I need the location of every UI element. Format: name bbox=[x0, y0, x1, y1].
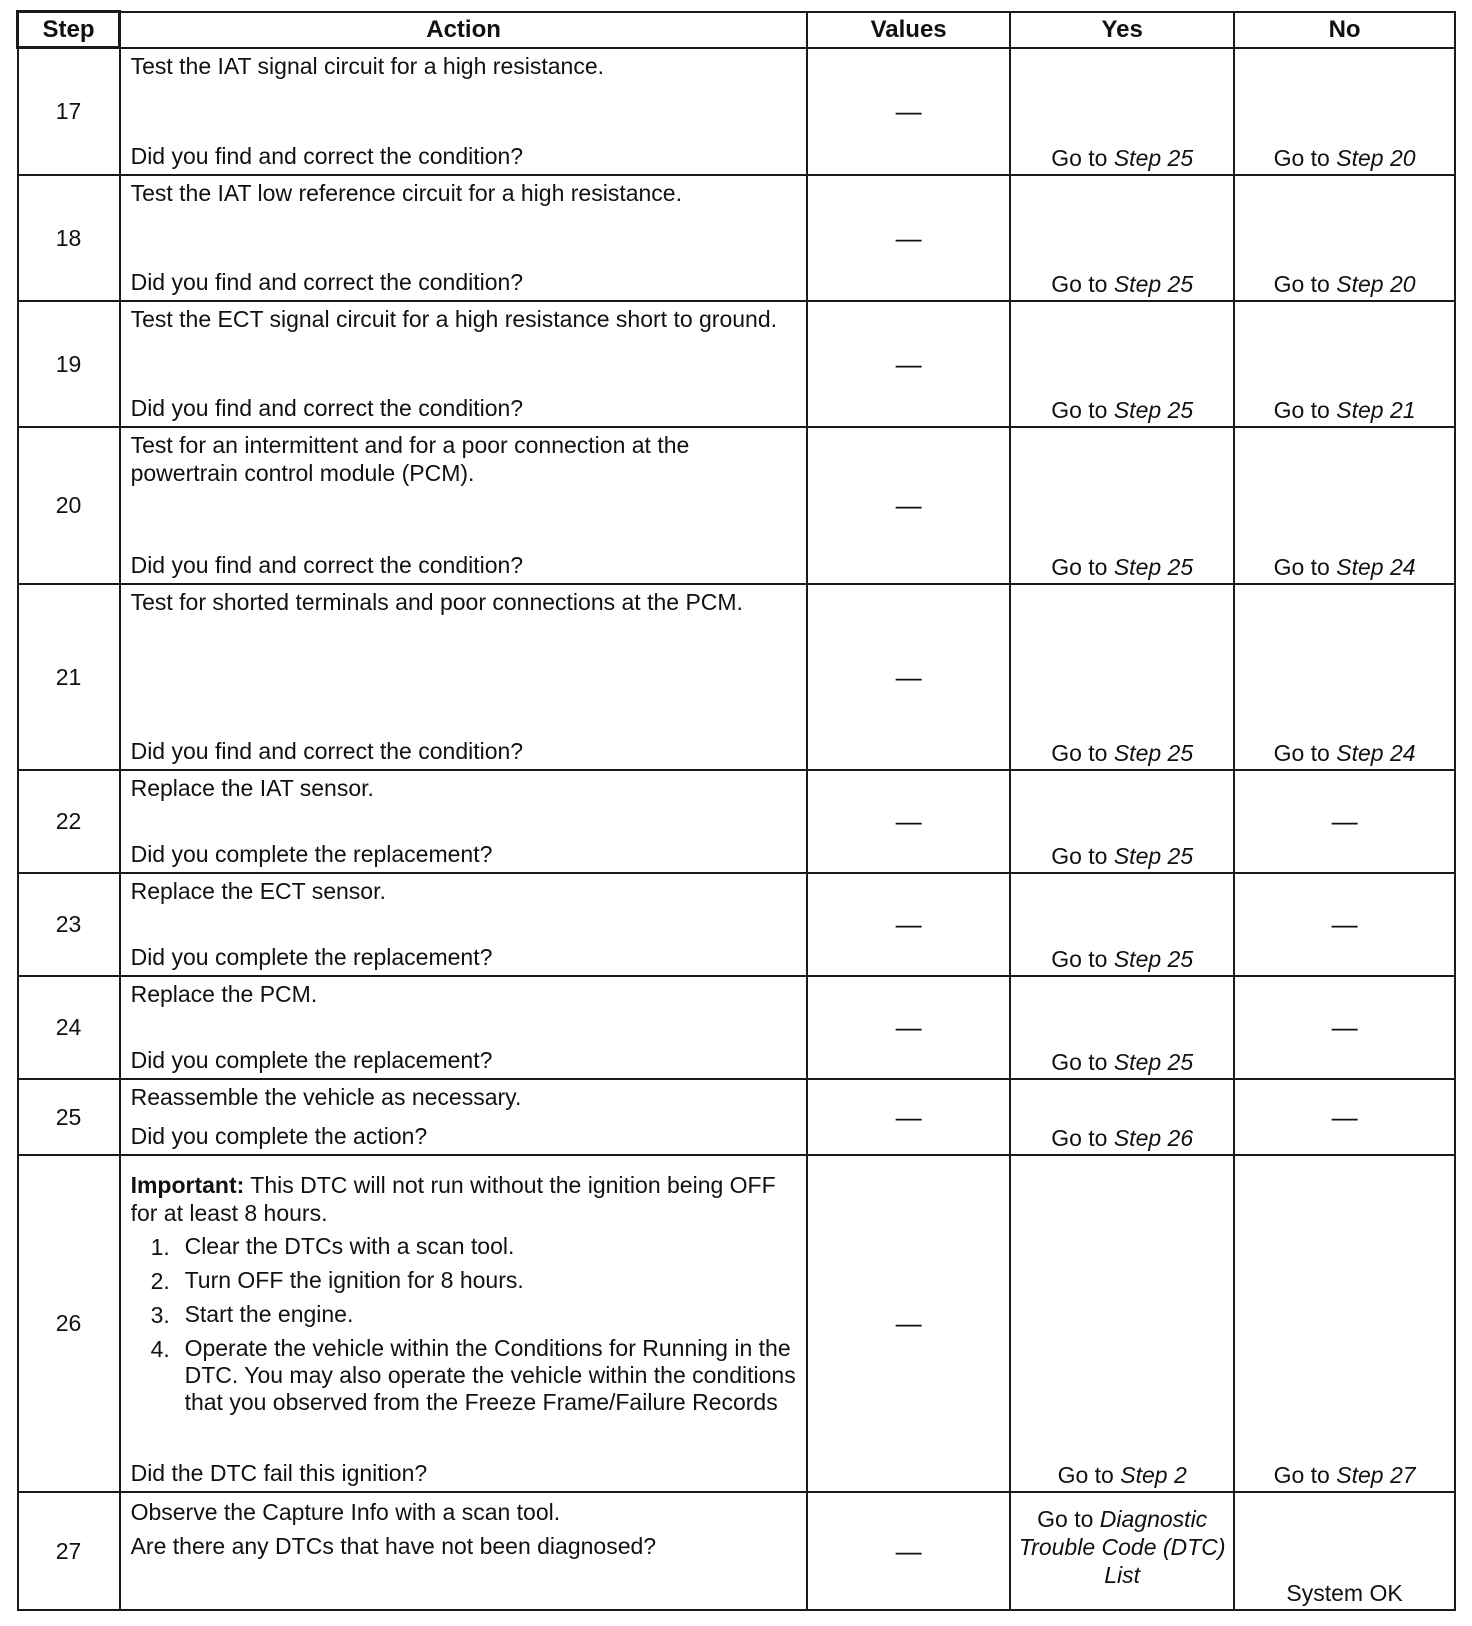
no-cell bbox=[1234, 427, 1455, 584]
goto-label: Go to bbox=[1273, 1461, 1330, 1488]
step-number: 26 bbox=[18, 1155, 120, 1492]
action-cell bbox=[120, 1492, 808, 1610]
table-row bbox=[18, 1492, 1456, 1610]
no-step-link[interactable]: Step 20 bbox=[1336, 144, 1416, 171]
list-item bbox=[151, 1301, 797, 1329]
goto-label: Go to bbox=[1037, 1505, 1094, 1532]
table-row bbox=[18, 584, 1456, 770]
goto-label: Go to bbox=[1051, 553, 1108, 580]
no-cell bbox=[1234, 48, 1455, 175]
goto-label: Go to bbox=[1051, 945, 1108, 972]
value-cell: — bbox=[807, 1079, 1010, 1155]
step-number: 17 bbox=[18, 48, 120, 175]
substep-number: 1. bbox=[150, 1233, 170, 1260]
action-text: Test the ECT signal circuit for a high resistance short to ground. bbox=[130, 305, 778, 332]
yes-step-link[interactable]: Step 25 bbox=[1113, 1048, 1194, 1075]
goto-label: Go to bbox=[1051, 396, 1108, 423]
yes-step-link[interactable]: Step 25 bbox=[1113, 270, 1194, 297]
no-cell: System OK bbox=[1234, 1492, 1455, 1610]
no-cell: — bbox=[1234, 873, 1455, 976]
action-cell bbox=[120, 584, 808, 770]
no-cell: — bbox=[1234, 976, 1455, 1079]
action-question: Did you find and correct the condition? bbox=[130, 737, 524, 764]
goto-label: Go to bbox=[1273, 553, 1330, 580]
goto-label: Go to bbox=[1051, 739, 1108, 766]
no-step-link[interactable]: Step 27 bbox=[1336, 1461, 1416, 1488]
value-cell: — bbox=[807, 301, 1010, 427]
header-no: No bbox=[1234, 12, 1455, 48]
yes-cell bbox=[1010, 175, 1234, 301]
goto-label: Go to bbox=[1273, 270, 1330, 297]
yes-step-link[interactable]: Step 25 bbox=[1113, 739, 1194, 766]
step-number: 24 bbox=[18, 976, 120, 1079]
action-text: Reassemble the vehicle as necessary. bbox=[130, 1083, 522, 1110]
step-number: 22 bbox=[18, 770, 120, 873]
important-text: This DTC will not run without the ignition being OFF for at least 8 hours. bbox=[130, 1171, 776, 1226]
diagnostic-table bbox=[16, 10, 1456, 1611]
step-number: 25 bbox=[18, 1079, 120, 1155]
table-row bbox=[18, 1079, 1456, 1155]
goto-label: Go to bbox=[1057, 1461, 1114, 1488]
value-cell: — bbox=[807, 1155, 1010, 1492]
no-cell bbox=[1234, 1155, 1455, 1492]
table-row bbox=[18, 427, 1456, 584]
important-note bbox=[131, 1171, 797, 1227]
value-cell: — bbox=[807, 770, 1010, 873]
table-row bbox=[18, 873, 1456, 976]
action-cell bbox=[120, 873, 808, 976]
goto-label: Go to bbox=[1051, 842, 1108, 869]
action-text: Replace the IAT sensor. bbox=[130, 774, 374, 801]
step-number: 19 bbox=[18, 301, 120, 427]
goto-label: Go to bbox=[1051, 1048, 1108, 1075]
no-cell: — bbox=[1234, 770, 1455, 873]
yes-cell bbox=[1010, 48, 1234, 175]
action-text: Test for shorted terminals and poor connections at the PCM. bbox=[130, 588, 743, 615]
step-number: 27 bbox=[18, 1492, 120, 1610]
action-question: Did you find and correct the condition? bbox=[130, 268, 524, 295]
goto-label: Go to bbox=[1273, 739, 1330, 766]
no-step-link[interactable]: Step 21 bbox=[1336, 396, 1416, 423]
action-text: Test for an intermittent and for a poor connection at the powertrain control module (PCM). bbox=[130, 431, 690, 486]
action-text: Test the IAT low reference circuit for a high resistance. bbox=[130, 179, 682, 206]
table-row bbox=[18, 976, 1456, 1079]
header-values: Values bbox=[807, 12, 1010, 48]
value-cell: — bbox=[807, 1492, 1010, 1610]
action-cell bbox=[120, 301, 808, 427]
substep-number: 3. bbox=[150, 1301, 170, 1328]
header-action: Action bbox=[120, 12, 808, 48]
table-row bbox=[18, 1155, 1456, 1492]
important-label: Important: bbox=[130, 1171, 245, 1198]
yes-cell bbox=[1010, 301, 1234, 427]
yes-cell bbox=[1010, 1079, 1234, 1155]
step-number: 23 bbox=[18, 873, 120, 976]
yes-cell bbox=[1010, 584, 1234, 770]
no-step-link[interactable]: Step 20 bbox=[1336, 270, 1416, 297]
substep-number: 2. bbox=[150, 1267, 170, 1294]
list-item bbox=[151, 1267, 797, 1295]
goto-label: Go to bbox=[1273, 396, 1330, 423]
action-question: Did you complete the action? bbox=[130, 1122, 428, 1149]
yes-cell bbox=[1010, 427, 1234, 584]
action-cell bbox=[120, 427, 808, 584]
table-row bbox=[18, 770, 1456, 873]
action-question: Did you find and correct the condition? bbox=[130, 551, 524, 578]
value-cell: — bbox=[807, 48, 1010, 175]
no-cell bbox=[1234, 301, 1455, 427]
yes-step-link[interactable]: Step 26 bbox=[1113, 1124, 1194, 1151]
action-question: Did you find and correct the condition? bbox=[130, 394, 524, 421]
header-yes: Yes bbox=[1010, 12, 1234, 48]
action-text: Observe the Capture Info with a scan tool. bbox=[130, 1498, 561, 1525]
value-cell: — bbox=[807, 427, 1010, 584]
action-question: Did you complete the replacement? bbox=[130, 943, 493, 970]
action-cell bbox=[120, 1155, 808, 1492]
action-text: Replace the ECT sensor. bbox=[130, 877, 386, 904]
action-question: Are there any DTCs that have not been diagnosed? bbox=[130, 1532, 657, 1559]
action-cell bbox=[120, 976, 808, 1079]
substep-list bbox=[131, 1233, 797, 1422]
no-step-link[interactable]: Step 24 bbox=[1336, 553, 1416, 580]
value-cell: — bbox=[807, 175, 1010, 301]
substep-number: 4. bbox=[150, 1335, 170, 1362]
value-cell: — bbox=[807, 584, 1010, 770]
substep-text: Turn OFF the ignition for 8 hours. bbox=[184, 1266, 524, 1293]
list-item bbox=[151, 1233, 797, 1261]
goto-label: Go to bbox=[1051, 144, 1108, 171]
table-row bbox=[18, 48, 1456, 175]
yes-step-link[interactable]: Step 2 bbox=[1120, 1461, 1187, 1488]
action-cell bbox=[120, 48, 808, 175]
no-cell bbox=[1234, 584, 1455, 770]
no-cell bbox=[1234, 175, 1455, 301]
action-cell bbox=[120, 175, 808, 301]
yes-cell bbox=[1010, 1155, 1234, 1492]
yes-cell bbox=[1010, 976, 1234, 1079]
action-question: Did you complete the replacement? bbox=[130, 1046, 493, 1073]
goto-label: Go to bbox=[1051, 1124, 1108, 1151]
action-text: Test the IAT signal circuit for a high resistance. bbox=[130, 52, 604, 79]
yes-cell bbox=[1010, 1492, 1234, 1610]
goto-label: Go to bbox=[1051, 270, 1108, 297]
action-question: Did you complete the replacement? bbox=[130, 840, 493, 867]
no-step-link[interactable]: Step 24 bbox=[1336, 739, 1416, 766]
action-text: Replace the PCM. bbox=[130, 980, 318, 1007]
action-question: Did you find and correct the condition? bbox=[130, 142, 524, 169]
yes-step-link[interactable]: Step 25 bbox=[1113, 553, 1194, 580]
action-cell bbox=[120, 1079, 808, 1155]
table-row bbox=[18, 175, 1456, 301]
action-cell bbox=[120, 770, 808, 873]
substep-text: Operate the vehicle within the Conditions for Running in the DTC. You may also operate the vehicle within the conditions that you observed from the Freeze Frame/Failure Records bbox=[184, 1334, 796, 1415]
yes-step-link[interactable]: Step 25 bbox=[1113, 144, 1194, 171]
yes-step-link[interactable]: Step 25 bbox=[1113, 842, 1194, 869]
substep-text: Clear the DTCs with a scan tool. bbox=[184, 1232, 515, 1259]
action-question: Did the DTC fail this ignition? bbox=[130, 1459, 428, 1486]
yes-cell bbox=[1010, 770, 1234, 873]
table-row bbox=[18, 301, 1456, 427]
yes-cell bbox=[1010, 873, 1234, 976]
header-row bbox=[18, 12, 1456, 48]
header-step: Step bbox=[18, 12, 120, 48]
step-number: 20 bbox=[18, 427, 120, 584]
substep-text: Start the engine. bbox=[184, 1300, 354, 1327]
value-cell: — bbox=[807, 873, 1010, 976]
value-cell: — bbox=[807, 976, 1010, 1079]
yes-step-link[interactable]: Step 25 bbox=[1113, 945, 1194, 972]
step-number: 21 bbox=[18, 584, 120, 770]
yes-step-link[interactable]: Step 25 bbox=[1113, 396, 1194, 423]
list-item bbox=[151, 1335, 797, 1416]
dtc-list-link[interactable]: Diagnostic Trouble Code (DTC) List bbox=[1018, 1505, 1226, 1588]
goto-label: Go to bbox=[1273, 144, 1330, 171]
no-cell: — bbox=[1234, 1079, 1455, 1155]
step-number: 18 bbox=[18, 175, 120, 301]
